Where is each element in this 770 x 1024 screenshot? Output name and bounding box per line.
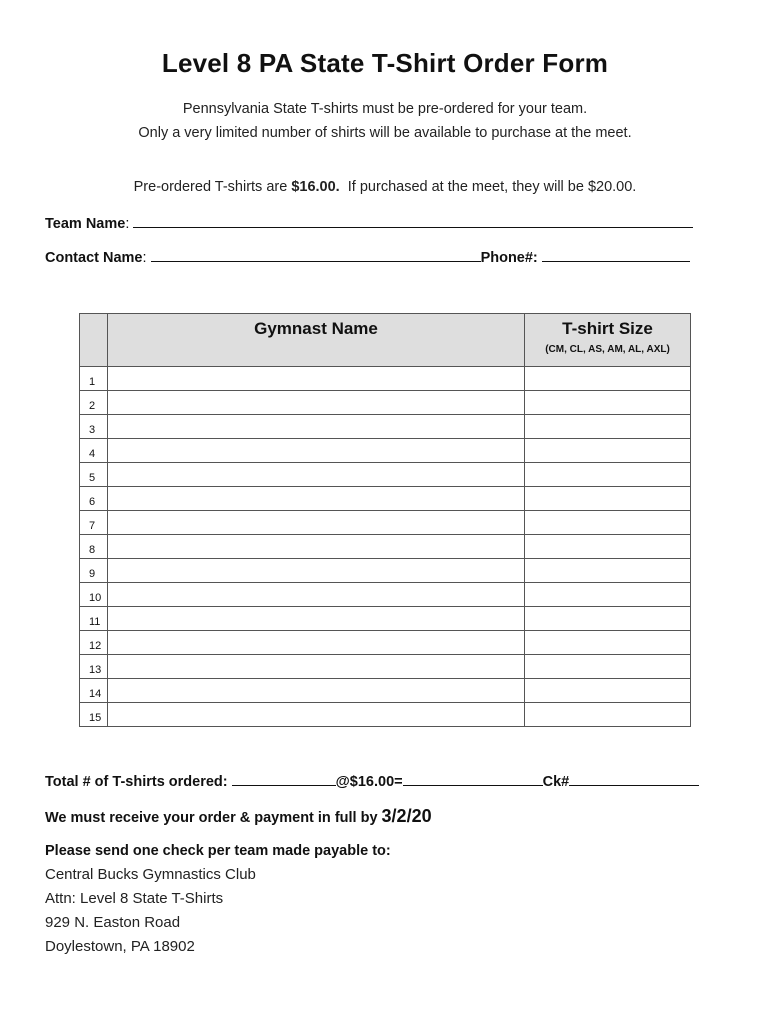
address-line-1: Central Bucks Gymnastics Club (45, 866, 256, 883)
table-row (80, 583, 691, 607)
gymnast-name-cell[interactable] (108, 703, 525, 727)
gymnast-name-cell[interactable] (108, 655, 525, 679)
table-row (80, 511, 691, 535)
team-name-field[interactable] (133, 213, 693, 228)
at-price: @$16.00= (335, 774, 403, 790)
price-prefix: Pre-ordered T-shirts are (133, 179, 292, 195)
check-label: Ck# (542, 774, 570, 790)
gymnast-name-cell[interactable] (108, 367, 525, 391)
gymnast-name-cell[interactable] (108, 463, 525, 487)
deadline-text: We must receive your order & payment in full by (45, 810, 382, 826)
row-number: 5 (80, 463, 108, 487)
tshirt-size-cell[interactable] (525, 535, 691, 559)
row-number: 9 (80, 559, 108, 583)
table-row (80, 391, 691, 415)
contact-name-field[interactable] (151, 247, 481, 262)
table-row (80, 367, 691, 391)
tshirt-size-cell[interactable] (525, 415, 691, 439)
totals-row (45, 771, 699, 790)
row-number: 15 (80, 703, 108, 727)
price-suffix: If purchased at the meet, they will be $20.00. (339, 179, 637, 195)
table-row (80, 679, 691, 703)
tshirt-size-cell[interactable] (525, 559, 691, 583)
table-row (80, 415, 691, 439)
table-row (80, 559, 691, 583)
team-name-label: Team Name (45, 216, 126, 232)
row-number: 13 (80, 655, 108, 679)
tshirt-size-cell[interactable] (525, 511, 691, 535)
table-header-row (80, 314, 691, 367)
gymnast-name-cell[interactable] (108, 607, 525, 631)
header-number-cell (80, 314, 108, 367)
tshirt-size-cell[interactable] (525, 655, 691, 679)
header-tshirt-size-label: T-shirt Size (562, 319, 653, 338)
gymnast-table (79, 313, 691, 727)
row-number: 2 (80, 391, 108, 415)
table-row (80, 655, 691, 679)
table-row (80, 607, 691, 631)
price-note (0, 179, 770, 195)
gymnast-name-cell[interactable] (108, 583, 525, 607)
team-name-row: Team Name: (45, 213, 693, 232)
check-number-field[interactable] (569, 771, 699, 786)
header-gymnast-name: Gymnast Name (108, 314, 525, 367)
table-row (80, 487, 691, 511)
tshirt-size-cell[interactable] (525, 367, 691, 391)
row-number: 10 (80, 583, 108, 607)
total-label: Total # of T-shirts ordered: (45, 774, 232, 790)
gymnast-name-cell[interactable] (108, 415, 525, 439)
tshirt-size-cell[interactable] (525, 463, 691, 487)
tshirt-size-cell[interactable] (525, 439, 691, 463)
price-preorder: $16.00. (291, 179, 340, 195)
table-row (80, 463, 691, 487)
contact-name-label: Contact Name (45, 250, 143, 266)
row-number: 4 (80, 439, 108, 463)
row-number: 11 (80, 607, 108, 631)
table-row (80, 631, 691, 655)
table-row (80, 703, 691, 727)
tshirt-size-cell[interactable] (525, 703, 691, 727)
contact-row: Contact Name: Phone#: (45, 247, 690, 266)
mailing-address (45, 863, 256, 959)
tshirt-size-cell[interactable] (525, 487, 691, 511)
gymnast-name-cell[interactable] (108, 679, 525, 703)
total-amount-field[interactable] (403, 771, 543, 786)
row-number: 14 (80, 679, 108, 703)
table-row (80, 535, 691, 559)
gymnast-name-cell[interactable] (108, 511, 525, 535)
tshirt-size-cell[interactable] (525, 391, 691, 415)
header-tshirt-size (525, 314, 691, 367)
address-line-3: 929 N. Easton Road (45, 914, 181, 931)
table-row (80, 439, 691, 463)
row-number: 8 (80, 535, 108, 559)
row-number: 1 (80, 367, 108, 391)
gymnast-name-cell[interactable] (108, 535, 525, 559)
row-number: 7 (80, 511, 108, 535)
row-number: 6 (80, 487, 108, 511)
gymnast-name-cell[interactable] (108, 439, 525, 463)
address-line-2: Attn: Level 8 State T-Shirts (45, 890, 224, 907)
tshirt-size-cell[interactable] (525, 631, 691, 655)
intro-line-2: Only a very limited number of shirts will be available to purchase at the meet. (138, 125, 632, 141)
phone-label: Phone#: (480, 250, 538, 266)
row-number: 12 (80, 631, 108, 655)
deadline-row (45, 806, 432, 827)
tshirt-size-cell[interactable] (525, 679, 691, 703)
gymnast-name-cell[interactable] (108, 631, 525, 655)
form-title: Level 8 PA State T-Shirt Order Form (161, 48, 609, 78)
address-line-4: Doylestown, PA 18902 (45, 938, 195, 955)
tshirt-size-cell[interactable] (525, 607, 691, 631)
row-number: 3 (80, 415, 108, 439)
header-size-options: (CM, CL, AS, AM, AL, AXL) (545, 344, 670, 355)
intro-line-1: Pennsylvania State T-shirts must be pre-ordered for your team. (182, 101, 588, 117)
mailing-heading: Please send one check per team made payable to: (45, 843, 391, 859)
phone-field[interactable] (542, 247, 690, 262)
tshirt-size-cell[interactable] (525, 583, 691, 607)
gymnast-name-cell[interactable] (108, 487, 525, 511)
deadline-date: 3/2/20 (381, 806, 432, 826)
gymnast-name-cell[interactable] (108, 559, 525, 583)
total-count-field[interactable] (232, 771, 336, 786)
gymnast-name-cell[interactable] (108, 391, 525, 415)
